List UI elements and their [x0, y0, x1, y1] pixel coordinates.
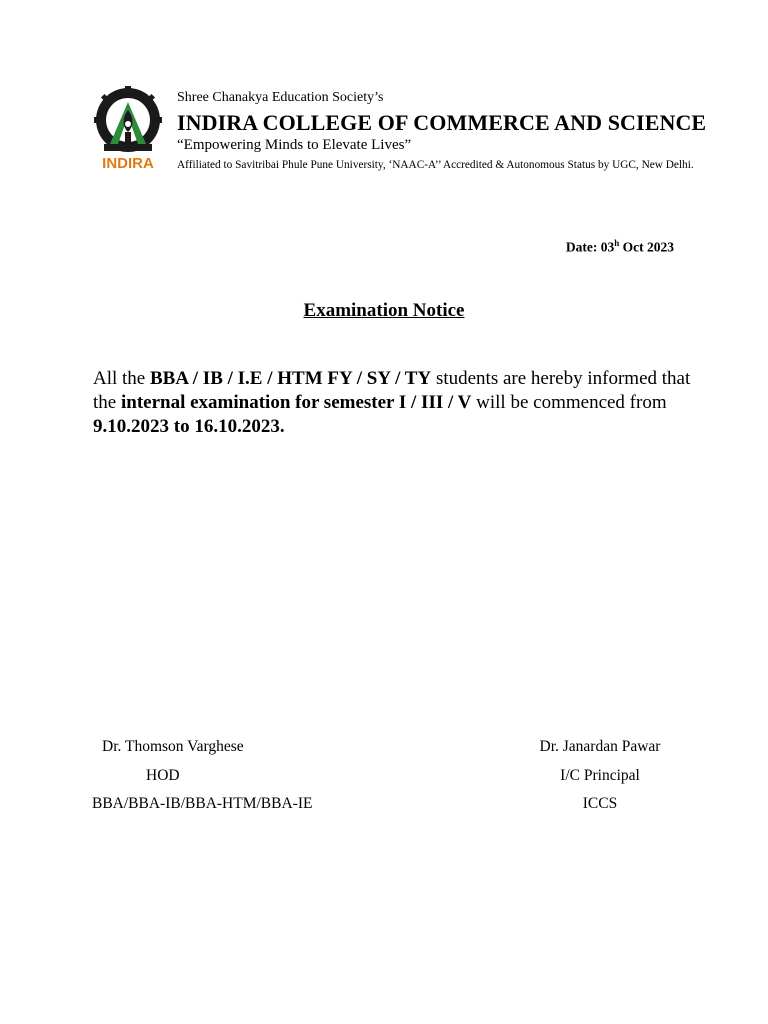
- svg-text:INDIRA: INDIRA: [102, 155, 154, 172]
- notice-body: All the BBA / IB / I.E / HTM FY / SY / TY students are hereby informed that the internal examination for semester I / III / V will be commenced from 9.10.2023 to 16.10.2023.: [93, 368, 691, 437]
- programs-list: BBA / IB / I.E / HTM FY / SY / TY: [150, 368, 432, 389]
- principal-name: Dr. Janardan Pawar: [539, 738, 661, 755]
- exam-dates: 9.10.2023 to 16.10.2023.: [93, 416, 285, 437]
- affiliation-line: Affiliated to Savitribai Phule Pune University, ‘NAAC-A’’ Accredited & Autonomous Status by UGC, New Delhi.: [177, 159, 694, 171]
- hod-title: HOD: [146, 766, 180, 784]
- principal-title: I/C Principal: [560, 766, 640, 784]
- college-name: INDIRA COLLEGE OF COMMERCE AND SCIENCE: [177, 110, 707, 135]
- college-logo: [92, 86, 164, 172]
- signature-principal: [500, 737, 700, 823]
- signature-hod: [92, 737, 362, 823]
- notice-title: Examination Notice: [303, 300, 465, 321]
- society-name: Shree Chanakya Education Society’s: [177, 90, 384, 105]
- hod-name: Dr. Thomson Varghese: [102, 738, 244, 755]
- college-tagline: “Empowering Minds to Elevate Lives”: [177, 137, 412, 153]
- principal-institution: ICCS: [582, 795, 618, 812]
- notice-date: Date: 03$^h$ Oct 2023: [565, 238, 674, 255]
- exam-description: internal examination for semester I / III / V: [120, 392, 472, 413]
- hod-department: BBA/BBA-IB/BBA-HTM/BBA-IE: [92, 795, 313, 812]
